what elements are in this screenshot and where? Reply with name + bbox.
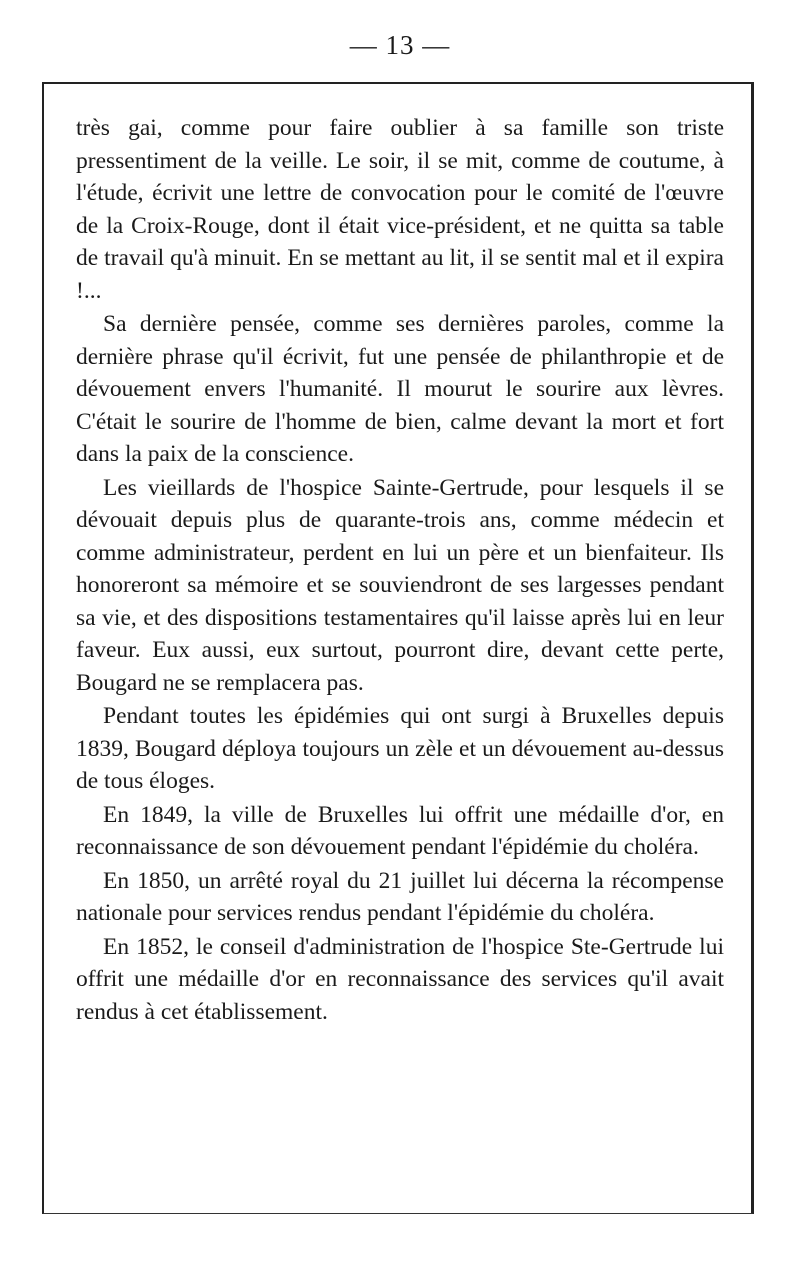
paragraph-1: très gai, comme pour faire oublier à sa famille son triste pressentiment de la veille. Le soir, il se mit, comme de coutume, à l'étude, écrivit une lettre de convocation pour le comité de l'œuvre de la Croix-Rouge, dont il était vice-président, et ne quitta sa table de travail qu'à minuit. En se mettant au lit, il se sentit mal et il expira !... — [76, 115, 724, 304]
paragraph-7: En 1852, le conseil d'administration de l'hospice Ste-Gertrude lui offrit une médaille d'or en reconnaissance des services qu'il avait rendus à cet établissement. — [76, 933, 724, 1025]
paragraph-5: En 1849, la ville de Bruxelles lui offrit une médaille d'or, en reconnaissance de son dévouement pendant l'épidémie du choléra. — [76, 801, 724, 860]
paragraph-2: Sa dernière pensée, comme ses dernières paroles, comme la dernière phrase qu'il écrivit, fut une pensée de philanthropie et de dévouement envers l'humanité. Il mourut le sourire aux lèvres. C'était le sourire de l'homme de bien, calme devant la mort et fort dans la paix de la conscience. — [76, 311, 724, 467]
page-number: — 13 — — [349, 30, 451, 60]
paragraph-4: Pendant toutes les épidémies qui ont surgi à Bruxelles depuis 1839, Bougard déploya toujours un zèle et un dévouement au-dessus de tous éloges. — [76, 703, 724, 794]
paragraph-3: Les vieillards de l'hospice Sainte-Gertrude, pour lesquels il se dévouait depuis plus de quarante-trois ans, comme médecin et comme administrateur, perdent en lui un père et un bienfaiteur. Ils honoreront sa mémoire et se souviendront de ses largesses pendant sa vie, et des dispositions testamentaires qu'il laisse après lui en leur faveur. Eux aussi, eux surtout, pourront dire, devant cette perte, Bougard ne se remplacera pas. — [76, 474, 724, 696]
body-text — [76, 112, 724, 1029]
paragraph-6: En 1850, un arrêté royal du 21 juillet lui décerna la récompense nationale pour services rendus pendant l'épidémie du choléra. — [76, 867, 724, 926]
